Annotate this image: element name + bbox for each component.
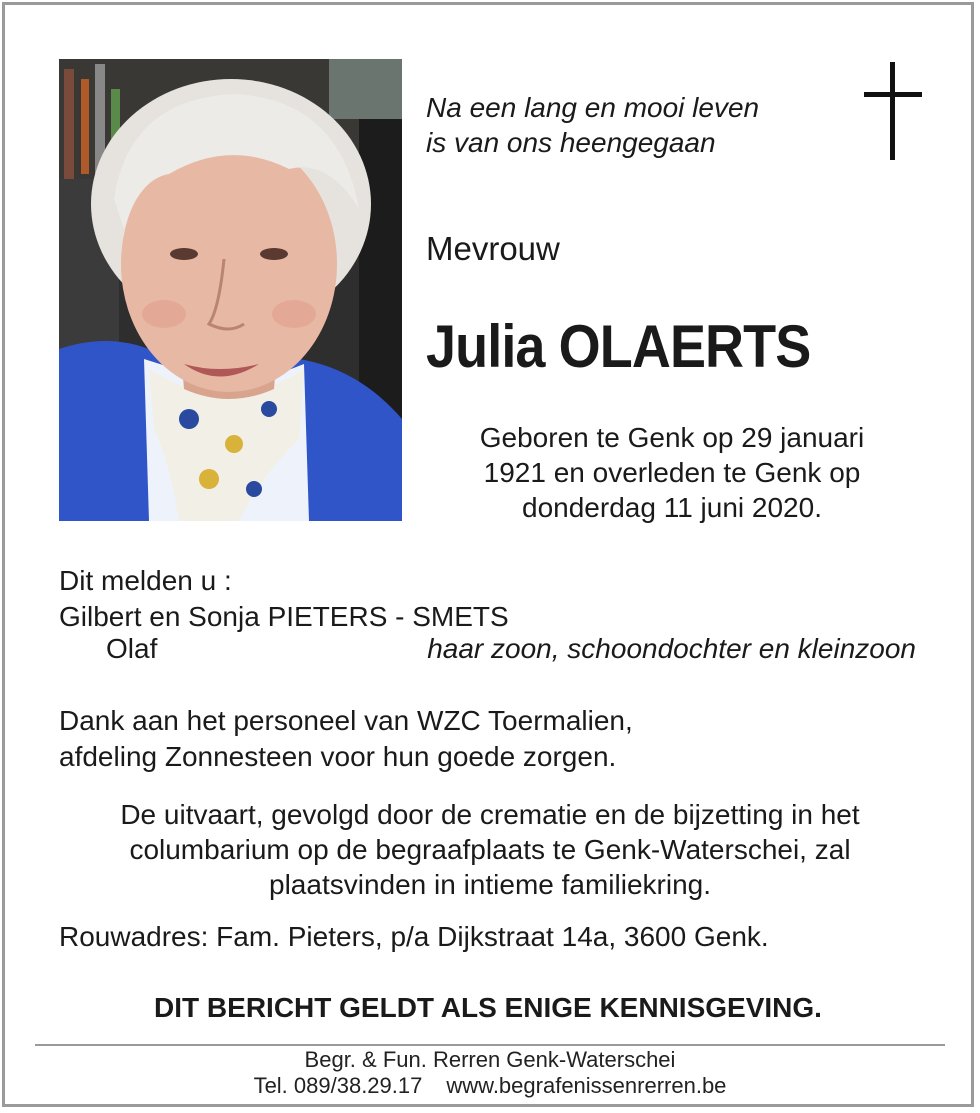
intro-text — [426, 90, 759, 160]
footer-company: Begr. & Fun. Rerren Genk-Waterschei — [304, 1047, 676, 1072]
footer-divider — [35, 1044, 945, 1046]
portrait-photo — [59, 59, 402, 521]
announce-grandchild: Olaf — [106, 633, 158, 664]
funeral-line-1: De uitvaart, gevolgd door de crematie en de bijzetting in het — [120, 799, 860, 830]
announce-couple: Gilbert en Sonja PIETERS - SMETS — [59, 601, 509, 632]
dates-line-2: 1921 en overleden te Genk op — [483, 457, 861, 488]
birth-death-dates — [430, 420, 914, 525]
dates-line-1: Geboren te Genk op 29 januari — [479, 422, 865, 453]
thanks-line-1: Dank aan het personeel van WZC Toermalien, — [59, 705, 633, 736]
announce-relation: haar zoon, schoondochter en kleinzoon — [427, 633, 916, 664]
mourning-address: Rouwadres: Fam. Pieters, p/a Dijkstraat 14a, 3600 Genk. — [59, 921, 769, 952]
footer-contact — [0, 1073, 980, 1099]
cross-icon — [864, 62, 922, 160]
notice-text: DIT BERICHT GELDT ALS ENIGE KENNISGEVING. — [154, 992, 822, 1023]
footer — [0, 1047, 980, 1099]
deceased-name: Julia OLAERTS — [426, 313, 811, 380]
intro-line-1: Na een lang en mooi leven — [426, 92, 760, 123]
honorific: Mevrouw — [426, 230, 560, 267]
funeral-text — [40, 797, 940, 902]
thanks-text — [59, 703, 633, 775]
funeral-line-2: columbarium op de begraafplaats te Genk-Waterschei, zal — [129, 834, 851, 865]
funeral-line-3: plaatsvinden in intieme familiekring. — [269, 869, 711, 900]
announce-heading: Dit melden u : — [59, 565, 232, 596]
thanks-line-2: afdeling Zonnesteen voor hun goede zorgen. — [59, 741, 617, 772]
announcers — [59, 563, 509, 635]
dates-line-3: donderdag 11 juni 2020. — [522, 492, 822, 523]
intro-line-2: is van ons heengegaan — [426, 127, 716, 158]
footer-phone: Tel. 089/38.29.17 — [253, 1073, 423, 1098]
footer-website-link[interactable]: www.begrafenissenrerren.be — [446, 1073, 727, 1098]
